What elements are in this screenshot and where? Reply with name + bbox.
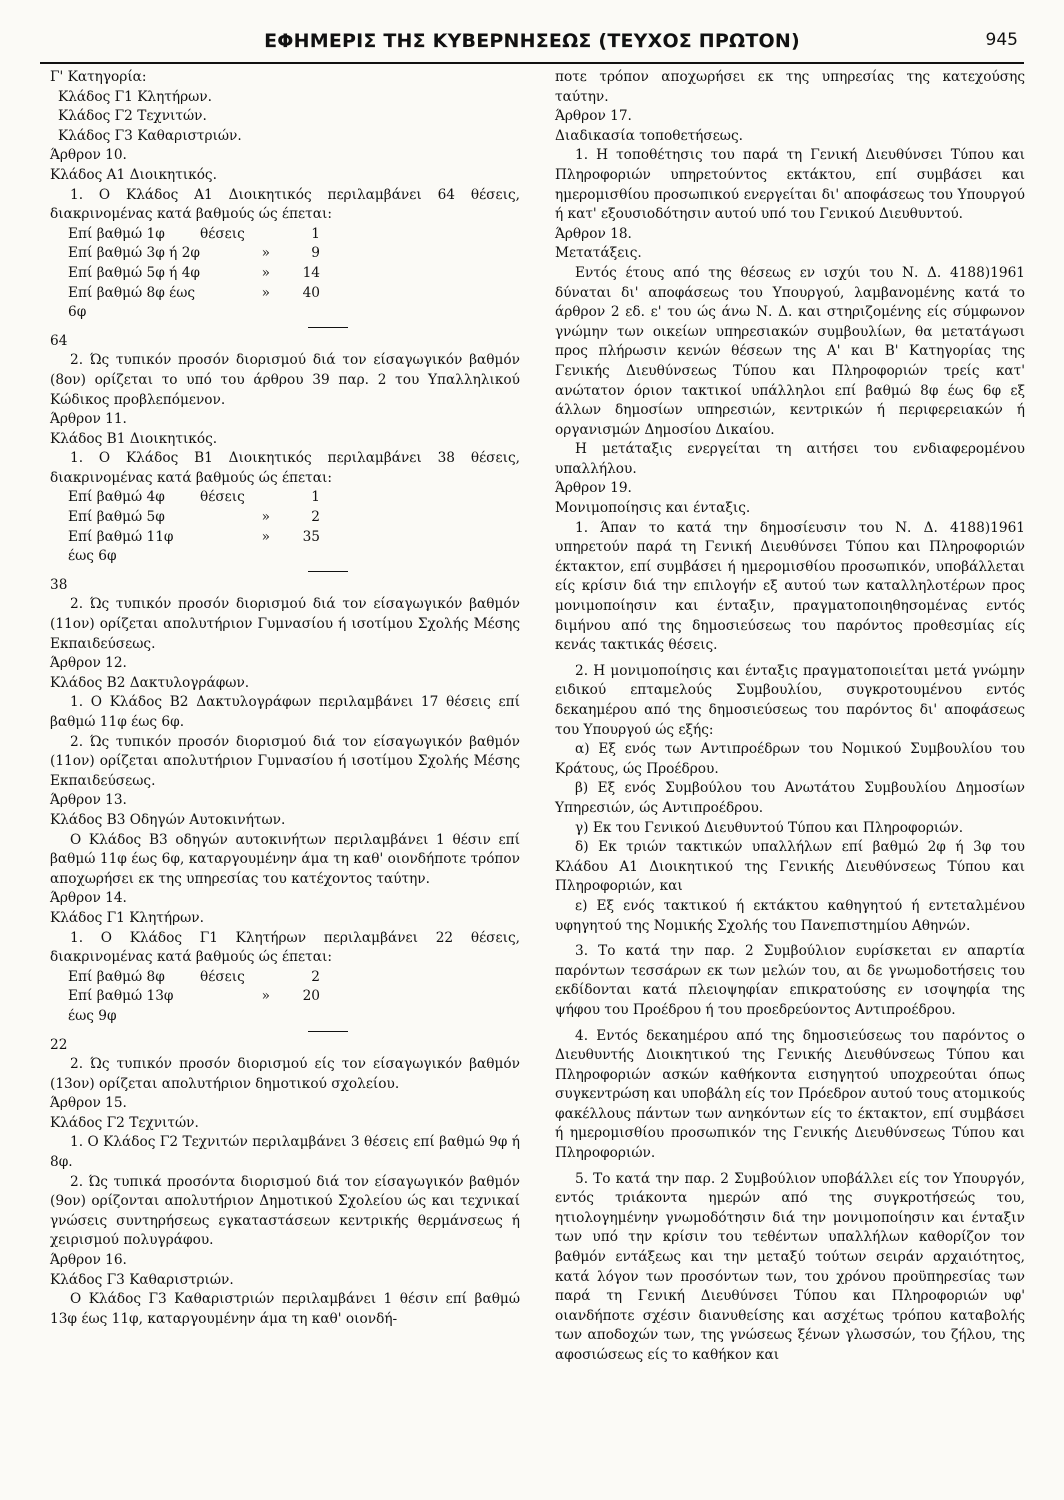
- page-header: [40, 10, 1024, 64]
- article-paragraph: 1. Η τοποθέτησις του παρά τη Γενική Διευθύνσει Τύπου και Πληροφοριών υπηρετούντος εκτάκτου, επί συμβάσει και ημερομισθίου προσωπικού ενεργείται δι' αποφάσεως του Υπουργού ή κατ' εξουσιοδότησιν αυτού υπό του Γενικού Διευθυντού.: [555, 147, 1025, 223]
- category-heading: Γ' Κατηγορία:: [50, 69, 147, 85]
- article-paragraph: 3. Το κατά την παρ. 2 Συμβούλιον ευρίσκεται εν απαρτία παρόντων τεσσάρων εκ των μελών του, αι δε γνωμοδοτήσεις του εκδίδονται κατά πλειοψηφίαν επικρατούσης εν ισοψηφία της ψήφου του Προέδρου ή του προεδρεύοντος Αντιπροέδρου.: [555, 943, 1025, 1018]
- article-heading: Άρθρον 19.: [555, 480, 632, 497]
- article-paragraph: Ο Κλάδος Β3 οδηγών αυτοκινήτων περιλαμβάνει 1 θέσιν επί βαθμώ 11φ έως 6φ, καταργουμένην άμα τη καθ' οιονδήποτε τρόπον αποχωρήσει εκ της υπηρεσίας του κατέχοντος ταύτην.: [50, 831, 520, 887]
- article-paragraph: 2. Ώς τυπικόν προσόν διορισμού διά τον είσαγωγικόν βαθμόν (11ον) ορίζεται απολυτήριον Γυμνασίου ή ισοτίμου Σχολής Μέσης Εκπαιδεύσεως.: [50, 733, 520, 789]
- grade-row: [68, 488, 328, 508]
- article-subheading: Κλάδος Β1 Διοικητικός.: [50, 430, 218, 447]
- grade-count: 9: [311, 245, 320, 262]
- sum-rule: [308, 1031, 348, 1032]
- article-heading: Άρθρον 11.: [50, 411, 127, 428]
- article-subheading: Μετατάξεις.: [555, 245, 642, 262]
- gazette-title: ΕΦΗΜΕΡΙΣ ΤΗΣ ΚΥΒΕΡΝΗΣΕΩΣ (ΤΕΥΧΟΣ ΠΡΩΤΟΝ): [264, 30, 800, 52]
- article-subheading: Κλάδος Γ2 Τεχνιτών.: [50, 1114, 199, 1131]
- article-subheading: Μονιμοποίησις και ένταξις.: [555, 500, 751, 517]
- page-number: 945: [985, 30, 1018, 50]
- grade-label: Επί βαθμώ 5φ ή 4φ: [68, 264, 200, 281]
- grade-table: [68, 968, 328, 1027]
- article-paragraph: 1. Ο Κλάδος Γ1 Κλητήρων περιλαμβάνει 22 θέσεις, διακρινομένας κατά βαθμούς ώς έπεται:: [50, 929, 520, 966]
- grade-unit: »: [261, 988, 270, 1005]
- grade-row: [68, 508, 328, 528]
- sum-rule: [308, 571, 348, 572]
- grade-label: Επί βαθμώ 4φ: [68, 489, 165, 506]
- list-item: α) Εξ ενός των Αντιπροέδρων του Νομικού Συμβουλίου του Κράτους, ώς Προέδρου.: [555, 741, 1025, 777]
- right-column: [555, 68, 1025, 1366]
- grade-unit: θέσεις: [200, 968, 245, 985]
- article-paragraph: 2. Ώς τυπικόν προσόν διορισμού διά τον είσαγωγικόν βαθμόν (8ον) ορίζεται το υπό του άρθρου 39 παρ. 2 του Υπαλληλικού Κώδικος προβλεπόμενον.: [50, 352, 520, 408]
- article-paragraph: Εντός έτους από της θέσεως εν ισχύι του Ν. Δ. 4188)1961 δύναται δι' αποφάσεως του Υπουργού, λαμβανομένης κατά το άρθρον 2 εδ. ε' του ώς άνω Ν. Δ. και στηριζομένης είς σύμφωνον γνώμην των οικείων υπηρεσιακών συμβουλίων, θα μετατάγωσι προς πλήρωσιν κενών θέσεων της Α' και Β' Κατηγορίας της Γενικής Διευθύνσεως Τύπου και Πληροφοριών τρείς κατ' ανώτατον όριον τακτικοί υπάλληλοι επί βαθμώ 8φ έως 6φ εξ άλλων δημοσίων υπηρεσιών, κεντρικών ή περιφερειακών ή οργανισμών Δημοσίου Δικαίου.: [555, 264, 1025, 438]
- list-item: γ) Εκ του Γενικού Διευθυντού Τύπου και Πληροφοριών.: [575, 819, 964, 836]
- grade-total: 38: [50, 576, 68, 593]
- grade-row: [68, 264, 328, 284]
- grade-unit: »: [261, 528, 270, 545]
- article-paragraph: 1. Ο Κλάδος Α1 Διοικητικός περιλαμβάνει 64 θέσεις, διακρινομένας κατά βαθμούς ώς έπεται:: [50, 186, 520, 223]
- list-item: δ) Εκ τριών τακτικών υπαλλήλων επί βαθμώ 2φ ή 3φ του Κλάδου Α1 Διοικητικού της Γενικής Διευθύνσεως Τύπου και Πληροφοριών, και: [555, 839, 1025, 895]
- article-paragraph: 2. Ώς τυπικόν προσόν διορισμού είς τον είσαγωγικόν βαθμόν (13ον) ορίζεται απολυτήριον δημοτικού σχολείου.: [50, 1056, 520, 1092]
- grade-label: Επί βαθμώ 8φ έως 6φ: [68, 284, 196, 321]
- article-heading: Άρθρον 12.: [50, 655, 127, 672]
- grade-row: [68, 987, 328, 1026]
- article-paragraph: 1. Ο Κλάδος Β1 Διοικητικός περιλαμβάνει 38 θέσεις, διακρινομένας κατά βαθμούς ώς έπεται:: [50, 450, 520, 486]
- grade-count: 40: [302, 284, 320, 301]
- grade-label: Επί βαθμώ 13φ έως 9φ: [68, 988, 174, 1024]
- continued-paragraph: ποτε τρόπον αποχωρήσει εκ της υπηρεσίας της κατεχούσης ταύτην.: [555, 69, 1025, 105]
- article-paragraph: 1. Ο Κλάδος Β2 Δακτυλογράφων περιλαμβάνει 17 θέσεις επί βαθμώ 11φ έως 6φ.: [50, 694, 520, 730]
- grade-count: 1: [311, 225, 320, 242]
- grade-label: Επί βαθμώ 3φ ή 2φ: [68, 245, 200, 262]
- grade-count: 35: [302, 528, 320, 545]
- article-paragraph: 5. Το κατά την παρ. 2 Συμβούλιον υποβάλλει είς τον Υπουργόν, εντός τριάκοντα ημερών από της συγκροτήσεώς του, ητιολογημένην γνωμοδότησιν διά την μονιμοποίησιν και ένταξιν των υπό την κρίσιν του τεθέντων υπαλλήλων καθορίζον τον βαθμόν εντάξεως και την μεταξύ τούτων σειράν αρχαιότητος, κατά λόγον των προσόντων των, του χρόνου προϋπηρεσίας των παρά τη Γενική Διευθύνσει Τύπου και Πληροφοριών υφ' οιανδήποτε σχέσιν διανυθείσης και ασχέτως τρόπου καταβολής των αποδοχών των, της γνώσεως ξένων γλωσσών, του ζήλου, της αφοσιώσεως είς το καθήκον και: [555, 1170, 1025, 1363]
- grade-unit: »: [261, 245, 270, 262]
- article-paragraph: 4. Εντός δεκαημέρου από της δημοσιεύσεως του παρόντος ο Διευθυντής Διοικητικού της Γενικής Διευθύνσεως Τύπου και Πληροφοριών ασκών καθήκοντα εισηγητού υποχρεούται όπως συγκεντρώση και υποβάλη είς τον Πρόεδρον αυτού τους ατομικούς φακέλλους πάντων των ανηκόντων είς το έκτακτον, επί συμβάσει ή ημερομισθίου προσωπικόν της Γενικής Διευθύνσεως Τύπου και Πληροφοριών.: [555, 1027, 1025, 1162]
- left-column: [50, 68, 520, 1329]
- grade-row: [68, 968, 328, 988]
- article-heading: Άρθρον 14.: [50, 890, 127, 907]
- category-item: Κλάδος Γ3 Καθαριστριών.: [58, 127, 242, 144]
- article-subheading: Κλάδος Γ1 Κλητήρων.: [50, 909, 204, 926]
- grade-total: 64: [50, 332, 68, 349]
- article-subheading: Κλάδος Α1 Διοικητικός.: [50, 166, 217, 183]
- article-paragraph: 1. Άπαν το κατά την δημοσίευσιν του Ν. Δ. 4188)1961 υπηρετούν παρά τη Γενική Διευθύνσει Τύπου και Πληροφοριών έκτακτον, επί συμβάσει ή ημερομισθίου προσωπικόν, υποβάλλεται είς κρίσιν διά την επιλογήν εξ αυτού των καταλληλοτέρων προς μονιμοποίησιν και ένταξιν, πραγματοποιηθησομένας εντός διμήνου από της δημοσιεύσεως του παρόντος προθεσμίας είς κενάς τακτικάς θέσεις.: [555, 519, 1025, 654]
- grade-count: 1: [311, 489, 320, 506]
- grade-table: [68, 225, 328, 323]
- grade-unit: θέσεις: [200, 225, 245, 242]
- grade-row: [68, 225, 328, 245]
- grade-unit: »: [261, 264, 270, 281]
- grade-row: [68, 244, 328, 264]
- list-item: β) Εξ ενός Συμβούλου του Ανωτάτου Συμβουλίου Δημοσίων Υπηρεσιών, ώς Αντιπροέδρου.: [555, 780, 1025, 816]
- grade-count: 14: [302, 264, 320, 281]
- grade-row: [68, 528, 328, 567]
- grade-table: [68, 488, 328, 566]
- grade-total: 22: [50, 1036, 68, 1053]
- article-heading: Άρθρον 10.: [50, 147, 127, 164]
- category-item: Κλάδος Γ2 Τεχνιτών.: [58, 108, 207, 125]
- article-subheading: Κλάδος Γ3 Καθαριστριών.: [50, 1271, 234, 1288]
- article-paragraph: Η μετάταξις ενεργείται τη αιτήσει του ενδιαφερομένου υπαλλήλου.: [555, 441, 1025, 477]
- article-subheading: Κλάδος Β3 Οδηγών Αυτοκινήτων.: [50, 811, 286, 828]
- grade-unit: θέσεις: [200, 489, 245, 506]
- grade-row: [68, 284, 328, 323]
- article-paragraph: 1. Ο Κλάδος Γ2 Τεχνιτών περιλαμβάνει 3 θέσεις επί βαθμώ 9φ ή 8φ.: [50, 1134, 520, 1171]
- article-subheading: Διαδικασία τοποθετήσεως.: [555, 127, 743, 144]
- article-paragraph: 2. Ώς τυπικόν προσόν διορισμού διά τον είσαγωγικόν βαθμόν (11ον) ορίζεται απολυτήριον Γυμνασίου ή ισοτίμου Σχολής Μέσης Εκπαιδεύσεως.: [50, 596, 520, 652]
- grade-unit: »: [261, 509, 270, 526]
- article-heading: Άρθρον 15.: [50, 1095, 127, 1112]
- article-paragraph: Ο Κλάδος Γ3 Καθαριστριών περιλαμβάνει 1 θέσιν επί βαθμώ 13φ έως 11φ, καταργουμένην άμα τη καθ' οιονδή-: [50, 1291, 520, 1327]
- grade-label: Επί βαθμώ 8φ: [68, 968, 165, 985]
- article-subheading: Κλάδος Β2 Δακτυλογράφων.: [50, 674, 250, 691]
- grade-label: Επί βαθμώ 5φ: [68, 509, 165, 526]
- article-heading: Άρθρον 18.: [555, 225, 632, 242]
- grade-count: 2: [311, 968, 320, 985]
- article-heading: Άρθρον 13.: [50, 792, 127, 809]
- article-heading: Άρθρον 16.: [50, 1252, 127, 1269]
- list-item: ε) Εξ ενός τακτικού ή εκτάκτου καθηγητού ή εντεταλμένου υφηγητού της Νομικής Σχολής του Πανεπιστημίου Αθηνών.: [555, 897, 1025, 934]
- sum-rule: [308, 327, 348, 328]
- article-paragraph: 2. Η μονιμοποίησις και ένταξις πραγματοποιείται μετά γνώμην ειδικού επταμελούς Συμβουλίου, συγκροτουμένου εντός δεκαημέρου από της δημοσιεύσεως του παρόντος δι' αποφάσεως του Υπουργού ώς εξής:: [555, 662, 1025, 738]
- grade-label: Επί βαθμώ 11φ έως 6φ: [68, 528, 174, 565]
- category-item: Κλάδος Γ1 Κλητήρων.: [58, 88, 212, 105]
- article-heading: Άρθρον 17.: [555, 108, 632, 125]
- grade-count: 20: [302, 988, 320, 1005]
- grade-count: 2: [311, 509, 320, 526]
- grade-label: Επί βαθμώ 1φ: [68, 225, 165, 242]
- grade-unit: »: [261, 284, 270, 301]
- article-paragraph: 2. Ώς τυπικά προσόντα διορισμού διά τον είσαγωγικόν βαθμόν (9ον) ορίζονται απολυτήριον Δημοτικού Σχολείου ώς και τεχνικαί γνώσεις συντηρήσεως εγκαταστάσεων κεντρικής θερμάνσεως ή χειρισμού πολυγράφου.: [50, 1173, 520, 1249]
